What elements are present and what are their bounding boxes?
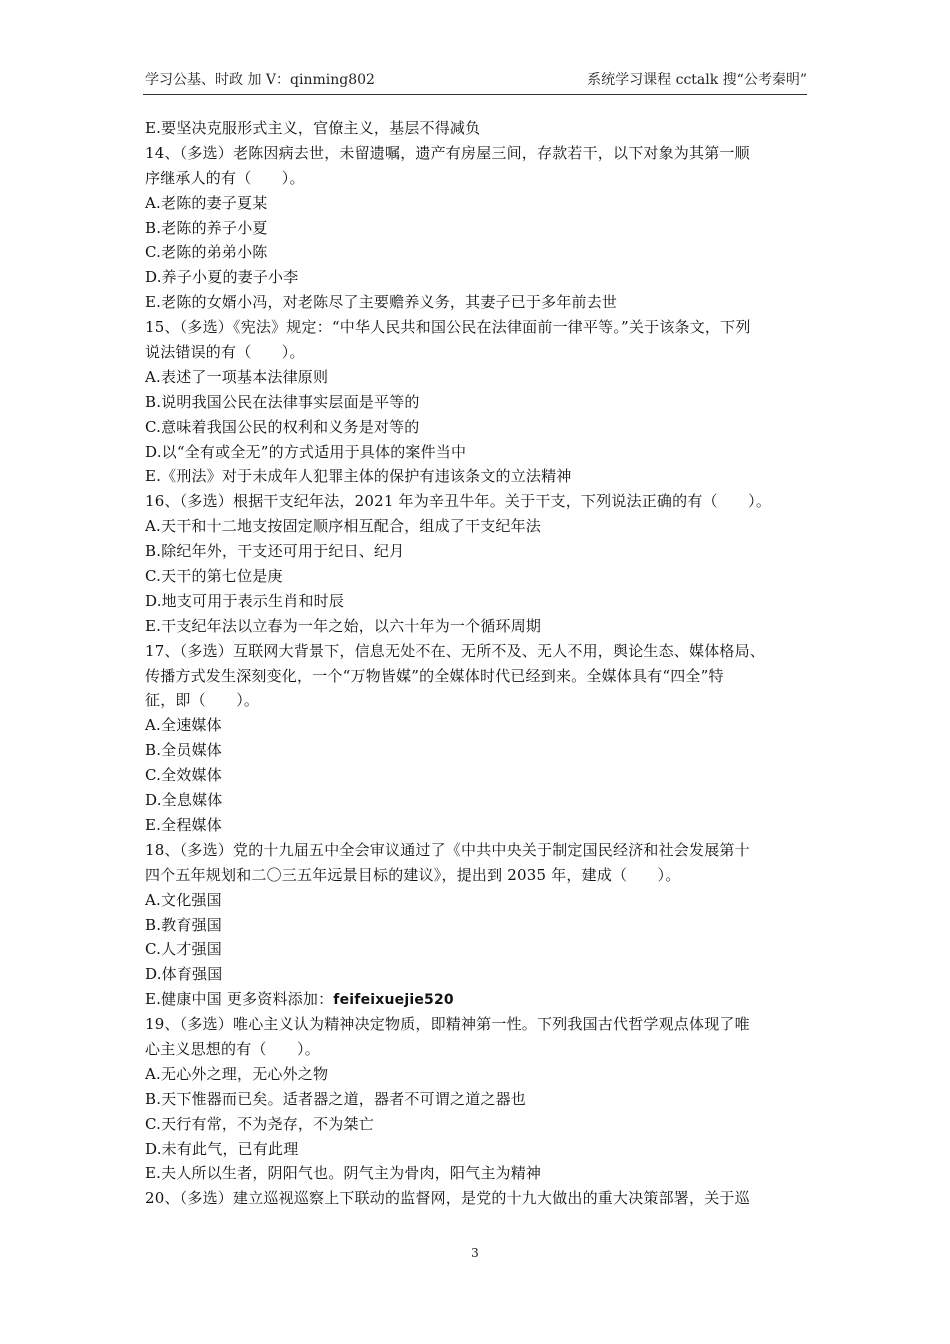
document-body [145,116,809,1211]
question-20: 20、（多选）建立巡视巡察上下联动的监督网，是党的十九大做出的重大决策部署，关于巡 [145,1189,750,1208]
option-e: E.干支纪年法以立春为一年之始，以六十年为一个循环周期 [145,616,542,635]
text-line: 传播方式发生深刻变化，一个“万物皆媒”的全媒体时代已经到来。全媒体具有“四全”特 [145,666,724,685]
option-c: C.天干的第七位是庚 [145,567,283,586]
option-b: B.全员媒体 [145,741,222,760]
header-right-text: 系统学习课程 cctalk 搜“公考秦明” [587,72,807,88]
question-16: 16、（多选）根据干支纪年法，2021 年为辛丑牛年。关于干支，下列说法正确的有（ ）。 [145,492,772,511]
question-18: 18、（多选）党的十九届五中全会审议通过了《中共中央关于制定国民经济和社会发展第十 [145,840,750,859]
option-b: B.除纪年外，干支还可用于纪日、纪月 [145,542,405,561]
option-e-text: E.健康中国 更多资料添加： [145,990,334,1009]
option-a: A.全速媒体 [145,716,222,735]
option-d: D.体育强国 [145,965,223,984]
option-d: D.地支可用于表示生肖和时辰 [145,591,345,610]
question-19: 19、（多选）唯心主义认为精神决定物质，即精神第一性。下列我国古代哲学观点体现了唯 [145,1015,750,1034]
question-17: 17、（多选）互联网大背景下，信息无处不在、无所不及、无人不用，舆论生态、媒体格局、 [145,641,765,660]
option-d: D.未有此气，已有此理 [145,1139,299,1158]
option-e: E.全程媒体 [145,815,222,834]
text-line: 说法错误的有（ ）。 [145,343,305,362]
question-14: 14、（多选）老陈因病去世，未留遗嘱，遗产有房屋三间，存款若干，以下对象为其第一顺 [145,143,750,162]
text-line: 征，即（ ）。 [145,691,260,710]
option-a: A.老陈的妻子夏某 [145,193,268,212]
option-a: A.文化强国 [145,890,222,909]
option-d: D.以“全有或全无”的方式适用于具体的案件当中 [145,442,467,461]
text-line: E.要坚决克服形式主义，官僚主义，基层不得减负 [145,119,481,137]
option-c: C.天行有常，不为尧存，不为桀亡 [145,1114,374,1133]
text-line: 四个五年规划和二〇三五年远景目标的建议》，提出到 2035 年，建成（ ）。 [145,865,681,884]
header-left-text: 学习公基、时政 加 V：qinming802 [145,72,375,88]
header-divider [143,94,807,95]
option-e: E.《刑法》对于未成年人犯罪主体的保护有违该条文的立法精神 [145,467,572,486]
option-a: A.无心外之理，无心外之物 [145,1064,329,1083]
contact-handle: feifeixuejie520 [333,992,454,1009]
option-d: D.养子小夏的妻子小李 [145,268,299,287]
option-c: C.老陈的弟弟小陈 [145,243,268,262]
option-c: C.人才强国 [145,940,222,959]
question-15: 15、（多选）《宪法》规定：“中华人民共和国公民在法律面前一律平等。”关于该条文，下列 [145,318,751,337]
option-b: B.说明我国公民在法律事实层面是平等的 [145,392,420,411]
option-e: E.老陈的女婿小冯，对老陈尽了主要赡养义务，其妻子已于多年前去世 [145,293,618,312]
text-line: 心主义思想的有（ ）。 [145,1039,320,1058]
option-e [145,987,809,1012]
option-a: A.天干和十二地支按固定顺序相互配合，组成了干支纪年法 [145,517,542,536]
option-c: C.意味着我国公民的权利和义务是对等的 [145,417,420,436]
option-b: B.老陈的养子小夏 [145,218,268,237]
option-c: C.全效媒体 [145,766,222,785]
option-a: A.表述了一项基本法律原则 [145,367,329,386]
option-b: B.教育强国 [145,915,222,934]
option-b: B.天下惟器而已矣。适者器之道，器者不可谓之道之器也 [145,1089,526,1108]
option-d: D.全息媒体 [145,791,223,810]
page-number: 3 [471,1246,479,1260]
page-header [143,70,807,90]
text-line: 序继承人的有（ ）。 [145,168,305,187]
option-e: E.夫人所以生者，阴阳气也。阴气主为骨肉，阳气主为精神 [145,1164,542,1183]
